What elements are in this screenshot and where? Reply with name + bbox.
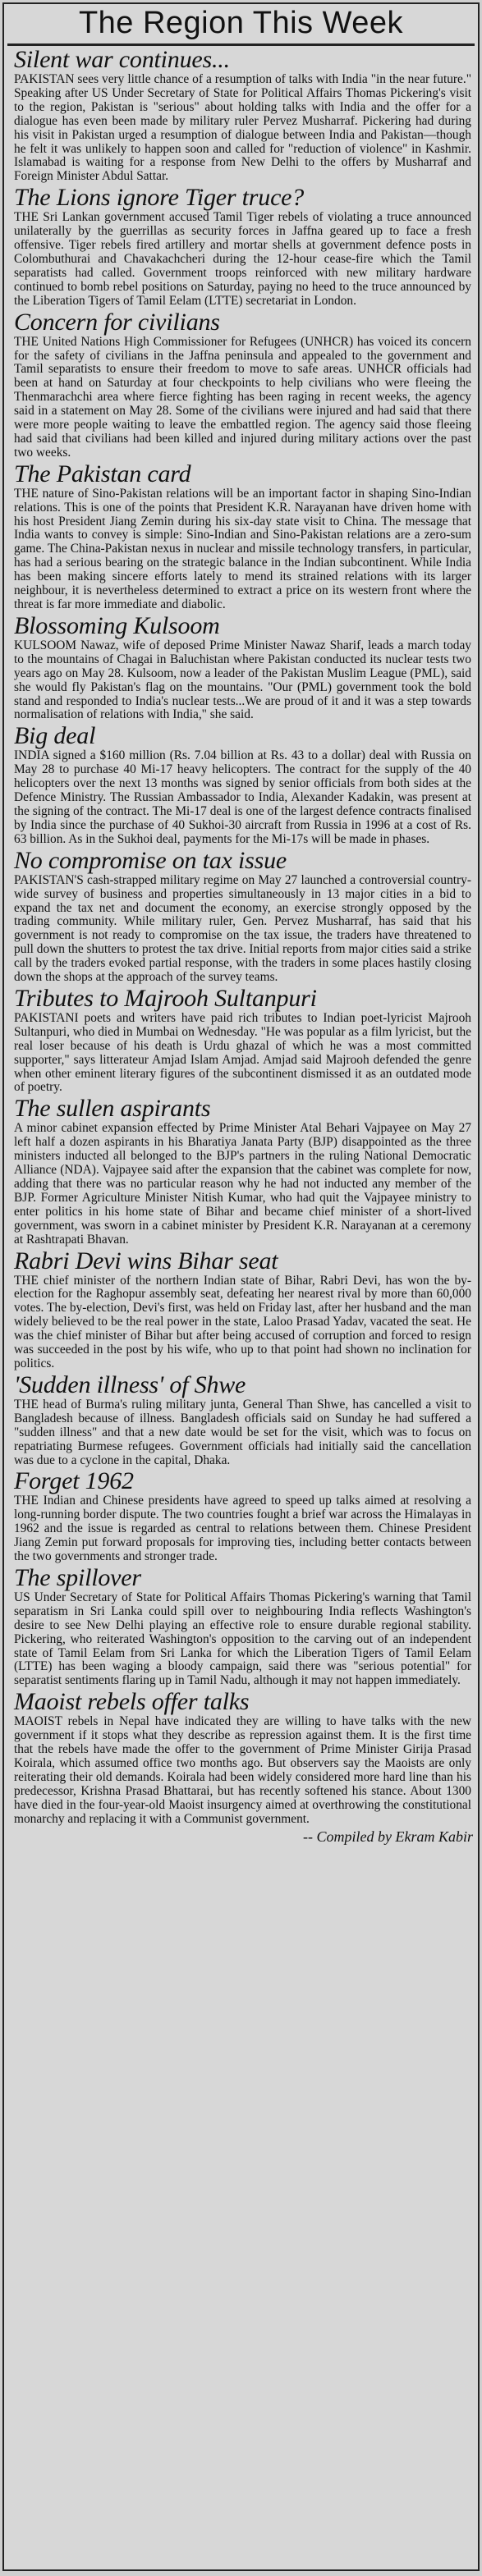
article: [14, 846, 471, 985]
article: [14, 986, 471, 1095]
article-body: PAKISTANI poets and writers have paid rich tributes to Indian poet-lyricist Majrooh Sultanpuri, who died in Mumbai on Wednesday. "He was popular as a film lyricist, but the real loser because of his death is Urdu ghazal of which he was a most committed supporter," says litterateur Amjad Islam Amjad. Amjad said Majrooh defended the genre when other eminent literary figures of the subcontinent dismissed it as an outdated mode of poetry.: [14, 1010, 471, 1095]
article: [14, 1469, 471, 1564]
article-body: US Under Secretary of State for Political Affairs Thomas Pickering's warning that Tamil separatism in Sri Lanka could spill over to neighbouring India reflects Washington's desire to see New Delhi playing an effective role to ensure durable regional stability. Pickering, who reiterated Washington's opposition to the carving out of an independent state of Tamil Eelam from Sri Lanka for which the Liberation Tigers of Tamil Eelam (LTTE) has been waging a bloody campaign, said there was "serious potential" for separatist sentiments flaring up in Tamil Nadu, although it may not happen immediately.: [14, 1590, 471, 1688]
article-headline: Rabri Devi wins Bihar seat: [14, 1247, 278, 1274]
article-headline: Silent war continues...: [14, 46, 230, 73]
article-body: THE nature of Sino-Pakistan relations will be an important factor in shaping Sino-Indian relations. This is one of the points that President K.R. Narayanan have driven home with his host President Jiang Zemin during his six-day state visit to China. The message that India wants to convey is simple: Sino-Indian and Sino-Pakistan relations are a zero-sum game. The China-Pakistan nexus in nuclear and missile technology transfers, in particular, has had a serious bearing on the strategic balance in the Indian subcontinent. While India has been making sincere efforts lately to mend its strained relations with its larger neighbour, it is nevertheless determined to extract a price on its western front where the threat is far more immediate and diabolic.: [14, 486, 471, 611]
article-headline: The spillover: [14, 1563, 141, 1591]
article: [14, 185, 471, 308]
article-headline: The sullen aspirants: [14, 1095, 211, 1123]
article: [14, 1249, 471, 1371]
article: [14, 1690, 471, 1826]
article-body: THE Indian and Chinese presidents have agreed to speed up talks aimed at resolving a long-running border dispute. The two countries fought a brief war across the Himalayas in 1962 and the issue is regarded as central to relations between them. Chinese President Jiang Zemin put forward proposals for improving ties, including better contacts between the two governments and stronger trade.: [14, 1494, 471, 1564]
article-body: THE United Nations High Commissioner for Refugees (UNHCR) has voiced its concern for the safety of civilians in the Jaffna peninsula and appealed to the government and Tamil separatists to ensure their freedom to move to safe areas. UNHCR officials had been at hand on Saturday at four checkpoints to help civilians who were fleeing the Thenmarachchi area where fierce fighting has been raging in recent weeks, the agency said in a statement on May 28. Some of the civilians were injured and had said that there were more people waiting to leave the embattled region. The agency said those fleeing had said that civilians had been killed and injured during military actions over the past two weeks.: [14, 334, 471, 460]
article-body: THE chief minister of the northern Indian state of Bihar, Rabri Devi, has won the by-election for the Raghopur assembly seat, defeating her nearest rival by more than 60,000 votes. The by-election, Devi's first, was held on Friday last, after her husband and the man widely believed to be the real power in the state, Laloo Prasad Yadav, vacated the seat. He was the chief minister of Bihar but after being accused of corruption and forced to resign was succeeded in the post by his wife, who up to that point had shown no inclination for politics.: [14, 1273, 471, 1370]
article-headline: The Pakistan card: [14, 460, 191, 487]
article-body: PAKISTAN sees very little chance of a resumption of talks with India "in the near future." Speaking after US Under Secretary of State for Political Affairs Thomas Pickering's visit to the region, Pakistan is "serious" about holding talks with India and the offer for a dialogue has even been made by military ruler Pervez Musharraf. Pickering had during his visit in Pakistan urged a resumption of dialogue between India and Pakistan—though he felt it was unlikely to happen soon and called for "reduction of violence" in Kashmir. Islamabad is waiting for a response from New Delhi to the offers by Musharraf and Foreign Minister Abdul Sattar.: [14, 72, 471, 184]
article: [14, 462, 471, 612]
credit-line: -- Compiled by Ekram Kabir: [303, 1828, 473, 1845]
article-body: A minor cabinet expansion effected by Prime Minister Atal Behari Vajpayee on May 27 left half a dozen aspirants in his Bharatiya Janata Party (BJP) disappointed as the three ministers inducted all belonged to the BJP's partners in the ruling National Democratic Alliance (NDA). Vajpayee said after the expansion that the cabinet was complete for now, adding that there was no particular reason why he had not inducted any member of the BJP. Former Agriculture Minister Nitish Kumar, who had quit the Vajpayee ministry to enter politics in his home state of Bihar and became chief minister of a short-lived government, was sworn in a cabinet minister by President K.R. Narayanan at a ceremony at Rashtrapati Bhavan.: [14, 1121, 471, 1247]
article-headline: Tributes to Majrooh Sultanpuri: [14, 984, 317, 1012]
article-headline: The Lions ignore Tiger truce?: [14, 184, 305, 212]
article: [14, 1096, 471, 1247]
article-headline: No compromise on tax issue: [14, 846, 287, 874]
article-headline: Big deal: [14, 722, 96, 750]
page: [2, 2, 480, 2571]
articles-column: [4, 48, 478, 1827]
article-body: THE head of Burma's ruling military junta, General Than Shwe, has cancelled a visit to Bangladesh because of illness. Bangladesh officials said on Sunday he had suffered a "sudden illness" and that a new date would be set for the visit, which was to focus on repatriating Burmese refugees. Government officials had initially said the cancellation was due to a cyclone in the capital, Dhaka.: [14, 1397, 471, 1467]
article-body: KULSOOM Nawaz, wife of deposed Prime Minister Nawaz Sharif, leads a march today to the mountains of Chagai in Baluchistan where Pakistan conducted its nuclear tests two years ago on May 28. Kulsoom, now a leader of the Pakistan Muslim League (PML), said she would fly Pakistan's flag on the mountains. "Our (PML) government took the bold stand and responded to India's nuclear tests...We are proud of it and it was a step towards normalisation of relations with India," she said.: [14, 638, 471, 722]
article-body: THE Sri Lankan government accused Tamil Tiger rebels of violating a truce announced unilaterally by the guerrillas as security forces in Jaffna geared up to face a fresh offensive. Tiger rebels fired artillery and mortar shells at government defence posts in Colombuthurai and Chavakachcheri during the 12-hour cease-fire which the Tamil separatists had called. Government troops reinforced with new military hardware continued to bomb rebel positions on Saturday, paying no heed to the truce announced by the Liberation Tigers of Tamil Eelam (LTTE) secretariat in London.: [14, 210, 471, 308]
article-body: INDIA signed a $160 million (Rs. 7.04 billion at Rs. 43 to a dollar) deal with Russia on May 28 to purchase 40 Mi-17 heavy helicopters. The contract for the supply of the 40 helicopters over the next 13 months was signed by senior officials from both sides at the Defence Ministry. The Russian Ambassador to India, Alexander Kadakin, was present at the signing of the contract. The Mi-17 deal is one of the largest defence contracts finalised by India since the purchase of 40 Sukhoi-30 aircraft from Russia in 1996 at a cost of Rs. 63 billion. As in the Sukhoi deal, payments for the Mi-17s will be made in phases.: [14, 748, 471, 846]
article: [14, 1370, 471, 1468]
article-headline: Blossoming Kulsoom: [14, 611, 220, 639]
article-headline: 'Sudden illness' of Shwe: [14, 1370, 246, 1398]
article: [14, 724, 471, 846]
article: [14, 48, 471, 184]
article-headline: Concern for civilians: [14, 308, 220, 336]
article-body: MAOIST rebels in Nepal have indicated they are willing to have talks with the new government if it stops what they describe as repression against them. It is the first time that the rebels have made the offer to the government of Prime Minister Girija Prasad Koirala, which assumed office two months ago. But observers say the Maoists are only reiterating their old demands. Koirala had been widely considered more hard line than his predecessor, Krishna Prasad Bhattarai, but has recently softened his stance. About 1300 have died in the four-year-old Maoist insurgency aimed at overthrowing the constitutional monarchy and replacing it with a Communist government.: [14, 1714, 471, 1826]
article: [14, 310, 471, 460]
article-headline: Forget 1962: [14, 1467, 134, 1495]
article-headline: Maoist rebels offer talks: [14, 1688, 250, 1716]
page-title: The Region This Week: [7, 4, 475, 46]
article: [14, 611, 471, 722]
article: [14, 1563, 471, 1688]
article-body: PAKISTAN'S cash-strapped military regime on May 27 launched a controversial country-wide survey of business and properties simultaneously in 13 major cities in a bid to expand the tax net and document the economy, an exercise strongly opposed by the trading community. While military ruler, Gen. Pervez Musharraf, has said that his government is not ready to compromise on the tax issue, the traders have threatened to pull down the shutters to protest the tax drive. Initial reports from major cities said a strike call by the traders evoked partial response, with the traders in some places hastily closing down the shops at the approach of the survey teams.: [14, 872, 471, 985]
